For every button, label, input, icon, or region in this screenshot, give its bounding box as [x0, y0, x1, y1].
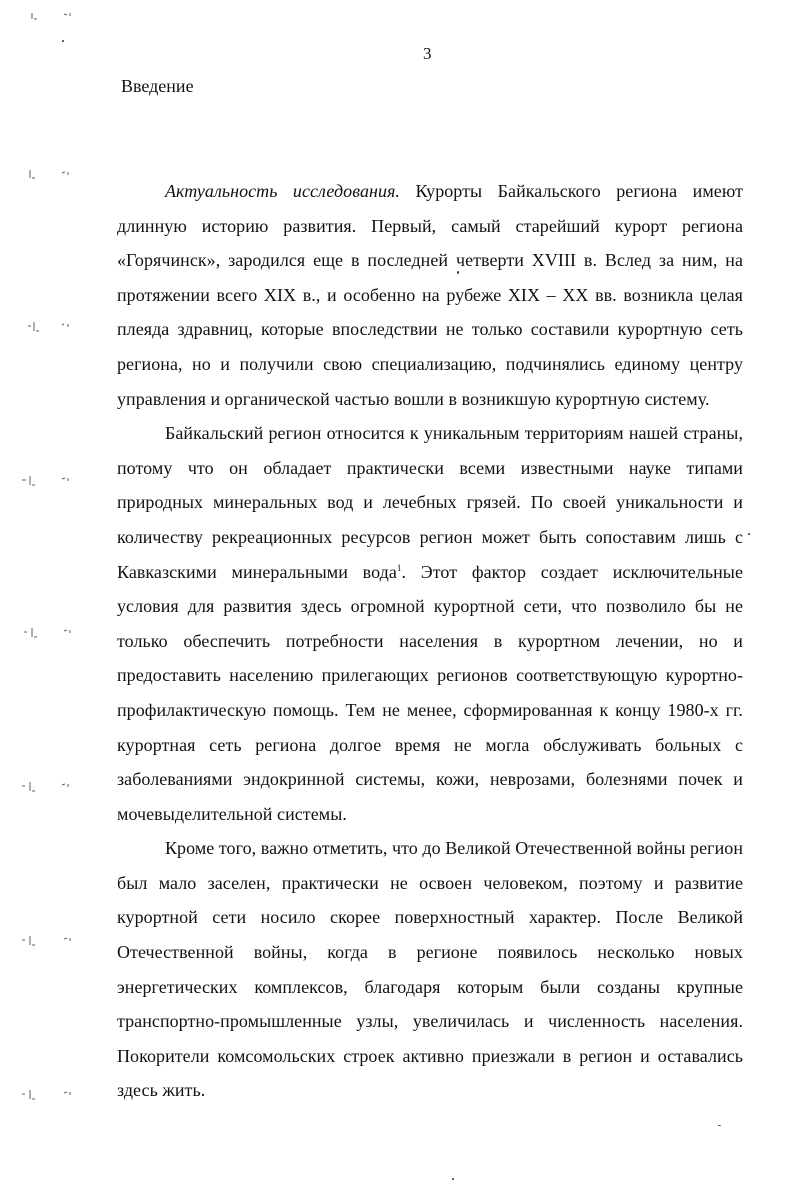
- relevance-lead: Актуальность исследования.: [165, 181, 400, 201]
- paragraph-text: Курорты Байкальского региона имеют длинную историю развития. Первый, самый старейший курорт региона «Горячинск», зародился еще в последней четверти XVIII в. Вслед за ним, на протяжении всего XIX в., и особенно на рубеже XIX – XX вв. возникла целая плеяда здравниц, которые впоследствии не только составили курортную сеть региона, но и получили свою специализацию, подчинялись единому центру управления и органической частью вошли в возникшую курортную систему.: [117, 181, 744, 409]
- scan-artifact-mark: [18, 1088, 74, 1102]
- scan-speck: [452, 1178, 454, 1180]
- scan-artifact-mark: [18, 474, 74, 488]
- scan-artifact-mark: [18, 320, 74, 334]
- scan-artifact-mark: [18, 168, 74, 182]
- footnote-reference: 1: [396, 562, 402, 573]
- paragraph-baikal-region: [117, 416, 743, 831]
- scan-speck: [718, 1125, 721, 1126]
- document-body: [117, 174, 743, 1108]
- paragraph-relevance: [117, 174, 743, 416]
- scan-artifact-mark: [18, 780, 74, 794]
- page-number: 3: [423, 44, 432, 63]
- section-heading: Введение: [121, 76, 194, 96]
- scan-speck: [62, 40, 64, 42]
- scan-artifact-mark: [18, 10, 74, 24]
- scan-speck: [748, 533, 750, 535]
- paragraph-text: Кроме того, важно отметить, что до Великой Отечественной войны регион был мало заселен, практически не освоен человеком, поэтому и развитие курортной сети носило скорее поверхностный характер. После Великой Отечественной войны, когда в регионе появилось несколько новых энергетических комплексов, благодаря которым были созданы крупные транспортно-промышленные узлы, увеличилась и численность населения. Покорители комсомольских строек активно приезжали в регион и оставались здесь жить.: [117, 838, 743, 1101]
- paragraph-settlement: [117, 831, 743, 1108]
- paragraph-text: . Этот фактор создает исключительные условия для развития здесь огромной курортной сети, что позволило бы не только обеспечить потребности населения в курортном лечении, но и предоставить населению прилегающих регионов соответствующую курортно-профилактическую помощь. Тем не менее, сформированная к концу 1980-х гг. курортная сеть региона долгое время не могла обслуживать больных с заболеваниями эндокринной системы, кожи, неврозами, болезнями почек и мочевыделительной системы.: [117, 561, 743, 824]
- scan-artifact-mark: [18, 934, 74, 948]
- scan-artifact-mark: [18, 626, 74, 640]
- paragraph-text: Байкальский регион относится к уникальным территориям нашей страны, потому что он обладает практически всеми известными науке типами природных минеральных вод и лечебных грязей. По своей уникальности и количеству рекреационных ресурсов регион может быть сопоставим лишь с Кавказскими минеральными вода: [117, 423, 743, 582]
